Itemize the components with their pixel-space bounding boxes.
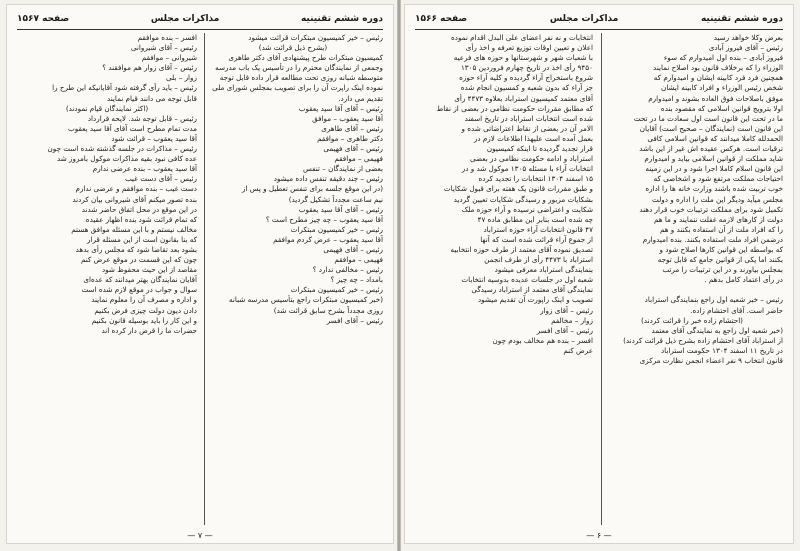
text-line: رئیس – آقای آقا سید یعقوب <box>298 103 383 113</box>
text-line <box>601 285 783 295</box>
text-line: عرض کنم <box>563 345 593 355</box>
text-line: افسر – بنده موافقم <box>137 33 197 42</box>
text-line: حضرات ما را قرض دار کرده اند <box>101 325 197 335</box>
text-line: تصدیق نموده آقای معتمد از طرف حوزه انتخابیه <box>450 244 593 254</box>
column-left <box>17 33 197 525</box>
text-line: تقدیم می دارد. <box>338 93 383 103</box>
text-line: رئیس – آقای فیروز آبادی <box>708 43 783 53</box>
text-line: بشود بعد تقاضا شود که مجلس رأی بدهد <box>75 244 197 254</box>
text-line: آقا سید یعقوب – عرض کردم موافقم <box>273 234 383 244</box>
text-line: ما در تحت این قانون است اول سعادت ما در تحت <box>633 113 783 123</box>
text-line: زوار – مخالفم <box>551 315 593 325</box>
text-line: (احتشام زاده خبر را قرائت کردند) <box>641 315 743 325</box>
text-line: قانون انتخاب ۹ نفر اعضاء انجمن نظارت مرکزی <box>639 356 783 365</box>
text-line: فهیمی – موافقم <box>334 154 383 164</box>
text-line: چه شده است بنابر این مطابق ماده ۴۷ <box>477 214 593 224</box>
text-line: رئیس – آقای افسر <box>326 315 383 325</box>
text-line: را که افراد ملت از آن استفاده بکنند و هم <box>659 224 783 234</box>
text-line: روزی مجدداً بشرح سابق قرائت شد) <box>273 305 383 315</box>
text-line: آقا سید یعقوب – بنده عرضی ندارم <box>92 164 197 174</box>
page-footer: — ۷ — <box>187 531 213 540</box>
header-rule <box>17 29 383 30</box>
text-line: بعمل آمده است علیهذا اطلاعات لازم در <box>473 133 593 143</box>
text-line: متوسطه شبانه روزی تحت مطالعه قرار داده قابل توجه <box>219 73 383 83</box>
text-line: فیروز آبادی – بنده اول امیدوارم که سوء <box>663 53 783 63</box>
header-session: دوره ششم تقنینیه <box>700 14 783 24</box>
header-title: مذاکرات مجلس <box>150 14 220 24</box>
text-line: ۱۵ اسفند ۱۳۰۴ انتخابات را تجدید کرده <box>478 174 593 184</box>
text-line: رئیس – مذاکرات در جلسه گذشته شده است چون <box>47 144 197 154</box>
column-divider <box>204 33 205 525</box>
text-line: موفق باصلاحات فوق العاده بشوند و امیدوارم <box>648 93 783 103</box>
text-line: بنمایندگی استراباد معرفی میشود <box>494 265 593 275</box>
column-divider <box>601 33 602 525</box>
text-line: همچنین فرد فرد کابینه ایشان و امیدوارم که <box>653 73 783 83</box>
text-line: اعلان و تعیین اوقات توزیع تعرفه و اخذ رأی <box>465 43 593 53</box>
text-line: شکایت و اعتراضی نرسیده و آراء حوزه ملک <box>461 204 593 214</box>
text-line: مدت تمام مطرح است آقای آقا سید یعقوب <box>67 123 197 133</box>
column-right <box>203 33 383 525</box>
text-line: و طبق مقررات قانون یک هفته برای قبول شکایات <box>443 184 593 194</box>
text-line: شخص رئیس الوزراء و افراد کابینه ایشان <box>661 83 783 93</box>
header-page-number: صفحه ۱۵۶۷ <box>17 14 70 24</box>
text-line: کمیسیون مبتکرات طرح پیشنهادی آقای دکتر طاهری <box>228 53 383 63</box>
text-line: دادن دیون دولت چیزی فرض بکنیم <box>94 305 197 315</box>
text-line: درضمن افراد ملت استفاده بکنند. بنده امیدوارم <box>642 234 783 244</box>
text-line: انتخابات آراء با مسئله ۱۳۰۵ موکول شد و در <box>461 164 593 174</box>
text-line: بشکایات مزبور و رسیدگی شکایات تعیین گردید <box>453 194 593 204</box>
text-line: رئیس – آقای دست غیب <box>124 174 197 184</box>
text-line: عده کافی نبود بقیه مذاکرات موکول بامروز شد <box>56 154 197 164</box>
text-line: و این کار را باید بوسیله قانون بکنیم <box>91 315 197 325</box>
text-line: نموده اینک راپرت آن را برای تصویب بمجلس شورای ملی <box>212 83 383 93</box>
text-line: که تمام قرائت شود بنده اظهار عقیده <box>85 214 197 224</box>
column-right <box>601 33 783 525</box>
text-line: که بواسطه این قوانین کارها اصلاح شود و <box>659 244 783 254</box>
text-line: از جموع آراء قرائت شده است که آنها <box>480 234 593 244</box>
text-line: تکمیل شود برای مملکت ترتیبات خوب قرار دهند <box>639 204 783 214</box>
text-line: احتیاجات مملکت مرتفع شود و اشخاصی که <box>653 174 783 184</box>
text-line: (خبر شعبه اول راجع به نمایندگی آقای معتمد <box>651 325 783 335</box>
text-line: ۹۴۵۰ رأی اخذ در تاریخ چهارم فروردین ۱۳۰۵ <box>460 63 593 73</box>
text-line: (در این موقع جلسه برای تنفس تعطیل و پس از <box>241 184 383 194</box>
header-rule <box>415 29 783 30</box>
text-line: بعضی از نمایندگان – تنفس <box>302 164 383 174</box>
header-page-number: صفحه ۱۵۶۶ <box>415 14 468 24</box>
text-line: مقاصد از این حیث محفوظ شود <box>101 265 197 275</box>
text-line: رئیس – خیر کمیسیون مبتکرات <box>290 285 383 295</box>
text-line: رئیس – مخالفی ندارد ؟ <box>312 265 383 275</box>
page-1566 <box>404 4 794 544</box>
text-line: این قانون اسلام کاملا اجرا شود و در این زمینه <box>645 164 783 174</box>
text-line: رئیس – آقای فهیمی <box>323 244 383 254</box>
text-line: از استراباد آقای احتشام زاده بشرح ذیل قرائت کردند) <box>623 335 783 345</box>
text-line: که بنا بقانون است از این مسئله قرار <box>87 234 197 244</box>
text-line: حاضر است. آقای احتشام زاده. <box>690 305 783 315</box>
header-session: دوره ششم تقنینیه <box>300 14 383 24</box>
text-line: خوب تربیت شده باشند وزارت خانه ها را اداره <box>645 184 783 194</box>
text-line: رئیس – قابل توجه شد. لایحه قرارداد <box>87 113 197 123</box>
text-line: رئیس – باید رأی گرفته شود آقایانیکه این طرح را <box>52 83 197 93</box>
text-line: افسر – بنده هم مخالف بودم چون <box>492 335 593 345</box>
text-line: فهیمی – موافقم <box>334 255 383 265</box>
text-line: رئیس – خبر شعبه اول راجع بنمایندگی استراباد <box>644 295 783 305</box>
text-line: استراباد با ۴۴۷۳ رأی از طرف انجمن <box>484 255 593 265</box>
text-line: و اداره و مصرف آن را معلوم نمایند <box>91 295 197 305</box>
text-line: وجمعی از نمایندگان محترم را در تأسیس یک باب مدرسه <box>215 63 383 73</box>
text-line: بنده تصور میکنم آقای شیروانی بیان کردند <box>72 194 197 204</box>
text-line: (خبر کمیسیون مبتکرات راجع بتأسیس مدرسه شبانه <box>229 295 383 305</box>
text-line: آقا سید یعقوب – قرائت شود <box>111 133 197 143</box>
text-line: مجلس میآید ودیگر این ملت را اداره و دولت <box>652 194 783 204</box>
page-header <box>17 11 383 27</box>
text-line: شده است انتخابات استراباد در تاریخ اسفند <box>464 113 593 123</box>
text-line: انتخابات و نه نفر اعضای علی البدل اقدام نموده <box>451 33 593 42</box>
text-line: شروع باستخراج آراء گردیده و کلیه آراء حوزه <box>459 73 593 83</box>
text-line: آقا سید یعقوب – موافق <box>312 113 383 123</box>
text-line: شیروانی – موافقم <box>141 53 197 63</box>
text-line: آقایان نمایندگان بهتر میدانند که عده‌ای <box>83 275 197 285</box>
text-line: قابل توجه می دانند قیام نمایند <box>106 93 197 103</box>
text-line: شعبه اول در جلسات عدیده بدوسیه انتخابات <box>461 275 593 285</box>
text-line: رئیس – آقای شیروانی <box>130 43 197 53</box>
text-line: جز آراء که بدون شعبه و کمسیون انجام شده <box>460 83 593 93</box>
text-line: مخالف نیستم و با این مسئله موافق هستم <box>71 224 197 234</box>
text-line: بکنند اما یکی از قوانین جامع که قابل توجه <box>657 255 783 265</box>
text-line: نمایندگی آقای معتمد از استراباد رسیدگی <box>471 285 593 295</box>
text-line: دست غیب – بنده موافقم و عرضی ندارم <box>75 184 197 194</box>
text-line: رئیس – خیر کمیسیون مبتکرات قرائت میشود <box>248 33 383 42</box>
text-line: رئیس – آقای زوار هم موافقند ؟ <box>102 63 197 73</box>
text-line: این قانون است (نمایندگان – صحیح است) آقایان <box>639 123 783 133</box>
text-line: رئیس – آقای طاهری <box>321 123 383 133</box>
text-line: زوار – بلی <box>166 73 197 83</box>
text-line: رئیس – آقای فهیمی <box>323 144 383 154</box>
text-line: الامر آن در بعضی از نقاط اعتراضاتی شده و <box>461 123 593 133</box>
page-footer: — ۶ — <box>586 531 612 540</box>
text-line: سوال و جواب در موقع لازم شده است <box>81 285 197 295</box>
text-line: در این موقع در محل اتفاق حاضر شدند <box>81 204 197 214</box>
text-line: دولت از کارهای لازمه غفلت ننمایند و ما هم <box>654 214 783 224</box>
text-line: اولا بترویج قوانین اسلامی که مقصود بنده <box>660 103 783 113</box>
text-line: چون که این قسمت در موقع عرض کنم <box>80 255 197 265</box>
text-line: رئیس – آقای افسر <box>536 325 593 335</box>
text-line: با شعبات شهر و شهرستانها و حوزه های فرعیه <box>453 53 593 63</box>
text-line: رئیس – خیر کمیسیون مبتکرات <box>290 224 383 234</box>
column-left <box>415 33 593 525</box>
text-line: الوزراء را که برخلاف قانون بود اصلاح نمایند <box>653 63 783 73</box>
text-line: تصویب و اینک راپورت آن تقدیم میشود <box>477 295 593 305</box>
text-line: قرار تجدید گردیده تا اینکه کمیسیون <box>486 144 593 154</box>
text-line: رئیس – آقای زوار <box>540 305 593 315</box>
text-line: آقا سید یعقوب – چه چیز مطرح است ؟ <box>265 214 383 224</box>
book-spine <box>397 0 401 551</box>
text-line: الحمدلله کاملا میدانند که قوانین اسلامی کافی <box>647 133 783 143</box>
text-line: بمجلس بیاورند و در این ترتیبات را مرتب <box>662 265 783 275</box>
text-line: (اکثر نمایندگان قیام نمودند) <box>65 103 149 113</box>
text-line: آقای معتمد کمیسیون استراباد بعلاوه ۴۴۷۳ رأی <box>454 93 593 103</box>
text-line: شاید مملکت از قوانین اسلامی بیاید و امیدوارم <box>644 154 783 164</box>
text-line: در رأی اعتماد کامل بدهم . <box>704 275 783 285</box>
text-line: ترقیات است. هرکس عقیده اش غیر از این باشد <box>639 144 783 154</box>
text-line: نیم ساعت مجدداً تشکیل گردید) <box>288 194 383 204</box>
text-line: بامداد – چه چیز ؟ <box>330 275 383 285</box>
page-1567 <box>6 4 394 544</box>
text-line: رئیس – آقای آقا سید یعقوب <box>298 204 383 214</box>
text-line: ۴۷ قانون انتخابات آراء حوزه استراباد <box>483 224 593 234</box>
text-line: دکتر طاهری – موافقم <box>317 133 383 143</box>
header-title: مذاکرات مجلس <box>549 14 619 24</box>
text-line: در تاریخ ۱۱ اسفند ۱۳۰۴ حکومت استراباد <box>660 345 783 355</box>
text-line: رئیس – چند دقیقه تنفس داده میشود <box>273 174 383 184</box>
text-line: که مطابق مقررات حکومت نظامی در بعضی از نقاط <box>436 103 593 113</box>
text-line: بعرض وکلا خواهد رسید <box>713 33 783 42</box>
text-line: استراباد و ادامه حکومت نظامی در بعضی <box>470 154 593 164</box>
text-line: (بشرح ذیل قرائت شد) <box>258 43 328 53</box>
page-header <box>415 11 783 27</box>
